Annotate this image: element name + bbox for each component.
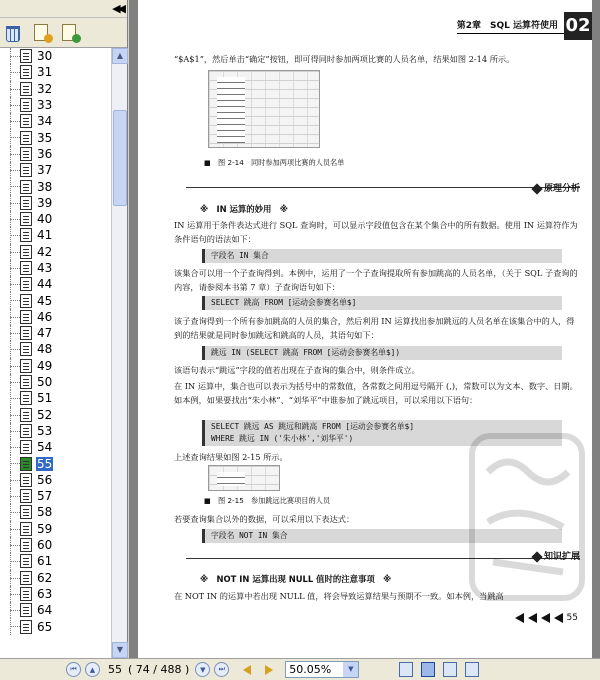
page-list-item[interactable] (0, 455, 111, 471)
page-icon (20, 587, 32, 601)
diamond-icon (531, 183, 542, 194)
page-list-item[interactable] (0, 146, 111, 162)
page-icon (20, 98, 32, 112)
page-list-label: 58 (37, 505, 53, 520)
page-list-label: 37 (37, 163, 53, 178)
thumbnail-sidebar (0, 0, 128, 658)
page-list-label: 50 (37, 375, 53, 390)
page-list-label: 65 (37, 619, 53, 634)
page-list-item[interactable] (0, 292, 111, 308)
page-list-item[interactable] (0, 195, 111, 211)
forward-arrow-icon[interactable] (261, 663, 277, 677)
page-list-item[interactable] (0, 439, 111, 455)
page-list-label: 44 (37, 277, 53, 292)
page-list-item[interactable] (0, 358, 111, 374)
page-list-label: 30 (37, 49, 53, 64)
watermark-stamp-icon (468, 432, 586, 602)
page-list-label: 59 (37, 521, 53, 536)
figure-2-15 (208, 465, 280, 491)
code-line-2: WHERE 跳远 IN ('朱小林','刘华平') (211, 434, 354, 443)
continuous-facing-view-icon[interactable] (465, 662, 479, 677)
page-footer (515, 611, 578, 625)
page-icon (20, 163, 32, 177)
page-icon (20, 359, 32, 373)
page-icon (20, 408, 32, 422)
page-icon (20, 245, 32, 259)
page-icon (20, 620, 32, 634)
page-list-item[interactable] (0, 553, 111, 569)
code-block-3: 跳远 IN (SELECT 跳高 FROM [运动会参赛名单$]) (202, 346, 562, 360)
page-list-item[interactable] (0, 178, 111, 194)
page-list-item[interactable] (0, 162, 111, 178)
page-number: 55 (566, 613, 578, 623)
page-icon (20, 457, 32, 471)
page-list-item[interactable] (0, 227, 111, 243)
figure-2-14-caption: ■ 图 2-14 同时参加两项比赛的人员名单 (204, 158, 345, 167)
back-arrow-icon[interactable] (239, 663, 255, 677)
page-icon (20, 114, 32, 128)
page-icon (20, 82, 32, 96)
page-icon (20, 180, 32, 194)
page-icon (20, 310, 32, 324)
paragraph-3: 该子查询得到一个所有参加跳高的人员的集合，然后利用 IN 运算找出参加跳远的人员名单在该集合中的人，得到的结果就是同时参加跳远和跳高的人员，其语句如下： (174, 316, 575, 340)
page-icon (20, 212, 32, 226)
figure-2-15-caption: ■ 图 2-15 参加跳远比赛项目的人员 (204, 496, 331, 505)
page-icon (20, 342, 32, 356)
continuous-view-icon[interactable] (421, 662, 435, 677)
page-list-label: 42 (37, 244, 53, 259)
previous-page-button[interactable]: ▲ (85, 662, 100, 677)
page-list-item[interactable] (0, 374, 111, 390)
page-list-label: 48 (37, 342, 53, 357)
zoom-value: 50.05% (289, 663, 332, 676)
page-icon (20, 603, 32, 617)
trash-icon[interactable] (6, 24, 24, 42)
page-list-item[interactable] (0, 113, 111, 129)
page-list-item[interactable] (0, 423, 111, 439)
page-number-input[interactable] (108, 663, 128, 676)
single-page-view-icon[interactable] (399, 662, 413, 677)
page-list-label: 43 (37, 261, 53, 275)
page-icon (20, 261, 32, 275)
page-tree-list (0, 48, 111, 658)
page-list-item[interactable] (0, 602, 111, 618)
page-list-label: 52 (37, 407, 53, 422)
section-title-not-in: ※ NOT IN 运算出现 NULL 值时的注意事项 ※ (200, 574, 392, 584)
page-list-item[interactable] (0, 488, 111, 504)
paragraph-2: 该集合可以用一个子查询得到。本例中，运用了一个子查询提取所有参加跳高的人员名单，（关于 SQL 子查询的内容，请参阅本书第 7 章）子查询语句如下： (174, 268, 578, 292)
page-list-label: 39 (37, 195, 53, 210)
document-properties-icon[interactable] (34, 24, 52, 42)
page-list-item[interactable] (0, 570, 111, 586)
code-block-1: 字段名 IN 集合 (202, 249, 562, 263)
page-icon (20, 522, 32, 536)
paragraph-6: 上述查询结果如图 2-15 所示。 (174, 452, 288, 462)
page-icon (20, 424, 32, 438)
page-list-item[interactable] (0, 260, 111, 276)
facing-view-icon[interactable] (443, 662, 457, 677)
page-list-item[interactable] (0, 48, 111, 64)
paragraph-4: 该语句表示“跳远”字段的值若出现在子查询的集合中，则条件成立。 (174, 365, 420, 375)
page-list-item[interactable] (0, 341, 111, 357)
first-page-button[interactable]: ⏮ (66, 662, 81, 677)
page-list-item[interactable] (0, 64, 111, 80)
bottom-toolbar (0, 658, 600, 680)
page-icon (20, 375, 32, 389)
page-list-label: 49 (37, 358, 53, 373)
page-icon (20, 326, 32, 340)
page-list-item[interactable] (0, 97, 111, 113)
page-list-label: 47 (37, 326, 53, 341)
paragraph-5: 在 IN 运算中，集合也可以表示为括号中的常数值，各常数之间用逗号隔开 (,)，常数可以为文本、数字、日期。如本例，如果要找出“朱小林”、“刘华平”中谁参加了跳远项目，可以采用以下语句： (174, 381, 578, 405)
page-icon (20, 473, 32, 487)
collapse-sidebar-button[interactable]: ◀◀ (112, 2, 123, 15)
page-list-label: 51 (37, 391, 53, 406)
page-list-item[interactable] (0, 504, 111, 520)
intro-paragraph: “$A$1”，然后单击“确定”按钮，即可得同时参加两项比赛的人员名单，结果如图 2-14 所示。 (174, 54, 515, 64)
sidebar-toolbar (0, 18, 127, 48)
page-icon (20, 131, 32, 145)
page-icon (20, 571, 32, 585)
page-list-label: 40 (37, 212, 53, 227)
page-list-item[interactable] (0, 211, 111, 227)
page-list-item[interactable] (0, 276, 111, 292)
page-list-label: 36 (37, 146, 53, 161)
section-title-in: ※ IN 运算的妙用 ※ (200, 204, 288, 214)
paragraph-1: IN 运算用于条件表达式进行 SQL 查询时，可以显示字段值包含在某个集合中的所有数据。使用 IN 运算符作为条件语句的语法如下： (174, 220, 578, 244)
paragraph-7: 若要查询集合以外的数据，可以采用以下表达式： (174, 514, 355, 524)
page-list-item[interactable] (0, 244, 111, 260)
page-icon (20, 294, 32, 308)
page-list-label: 53 (37, 423, 53, 438)
chapter-header (457, 12, 592, 40)
page-list-label: 54 (37, 440, 53, 455)
section-divider (186, 187, 580, 188)
page-list-item[interactable] (0, 81, 111, 97)
page-icon (20, 277, 32, 291)
page-icon (20, 554, 32, 568)
page-count-label: ( 74 / 488 ) (128, 663, 190, 676)
scroll-down-button[interactable]: ▼ (112, 642, 128, 658)
page-list-label: 45 (37, 293, 53, 308)
page-list-item[interactable] (0, 521, 111, 537)
page-icon (20, 65, 32, 79)
section-label-analysis: 原理分析 (533, 182, 580, 196)
scroll-thumb[interactable] (113, 110, 127, 206)
last-page-button[interactable]: ⏭ (214, 662, 229, 677)
page-list-label: 61 (37, 554, 53, 569)
page-list-label: 56 (37, 472, 53, 487)
page-list-item[interactable] (0, 618, 111, 634)
page-list-label: 38 (37, 179, 53, 194)
page-list-label: 57 (37, 489, 53, 504)
page-list-item[interactable] (0, 586, 111, 602)
page-icon (20, 228, 32, 242)
chevron-down-icon[interactable]: ▼ (343, 662, 358, 677)
figure-2-14 (208, 70, 320, 148)
page-list-item[interactable] (0, 129, 111, 145)
page-list-item[interactable] (0, 472, 111, 488)
document-page (138, 0, 592, 658)
page-icon (20, 49, 32, 63)
page-list-label: 63 (37, 586, 53, 601)
page-list-label: 31 (37, 65, 53, 80)
sidebar-scrollbar[interactable] (111, 48, 127, 658)
page-list-label: 41 (37, 228, 53, 243)
chapter-title: 第2章 SQL 运算符使用 (457, 19, 564, 34)
page-list-label: 62 (37, 570, 53, 585)
scroll-up-button[interactable]: ▲ (112, 48, 128, 64)
code-block-2: SELECT 跳高 FROM [运动会参赛名单$] (202, 296, 562, 310)
section-label-extension: 知识扩展 (533, 550, 580, 564)
page-list-label: 32 (37, 81, 53, 96)
page-icon (20, 505, 32, 519)
paragraph-8: 在 NOT IN 的运算中若出现 NULL 值，将会导致运算结果与预期不一致。如本例，当跳高 (174, 591, 504, 601)
page-list-label: 60 (37, 538, 53, 553)
page-list-label: 46 (37, 309, 53, 324)
page-icon (20, 440, 32, 454)
chapter-number: 02 (564, 12, 592, 40)
page-list-label: 35 (37, 130, 53, 145)
document-export-icon[interactable] (62, 24, 80, 42)
page-list-item[interactable] (0, 309, 111, 325)
page-list-item[interactable] (0, 407, 111, 423)
page-list-label: 34 (37, 114, 53, 129)
page-icon (20, 147, 32, 161)
code-line-1: SELECT 跳远 AS 跳远和跳高 FROM [运动会参赛名单$] (211, 422, 415, 431)
next-page-button[interactable]: ▼ (195, 662, 210, 677)
code-block-5: 字段名 NOT IN 集合 (202, 529, 562, 543)
page-list-label: 55 (37, 456, 53, 471)
document-viewer[interactable] (129, 0, 600, 658)
sidebar-header (0, 0, 127, 18)
page-list-item[interactable] (0, 390, 111, 406)
zoom-select[interactable] (285, 661, 359, 678)
page-icon (20, 538, 32, 552)
page-icon (20, 489, 32, 503)
page-icon (20, 196, 32, 210)
page-list-label: 33 (37, 98, 53, 113)
page-list-item[interactable] (0, 537, 111, 553)
page-list-label: 64 (37, 603, 53, 618)
page-list-item[interactable] (0, 325, 111, 341)
page-icon (20, 391, 32, 405)
